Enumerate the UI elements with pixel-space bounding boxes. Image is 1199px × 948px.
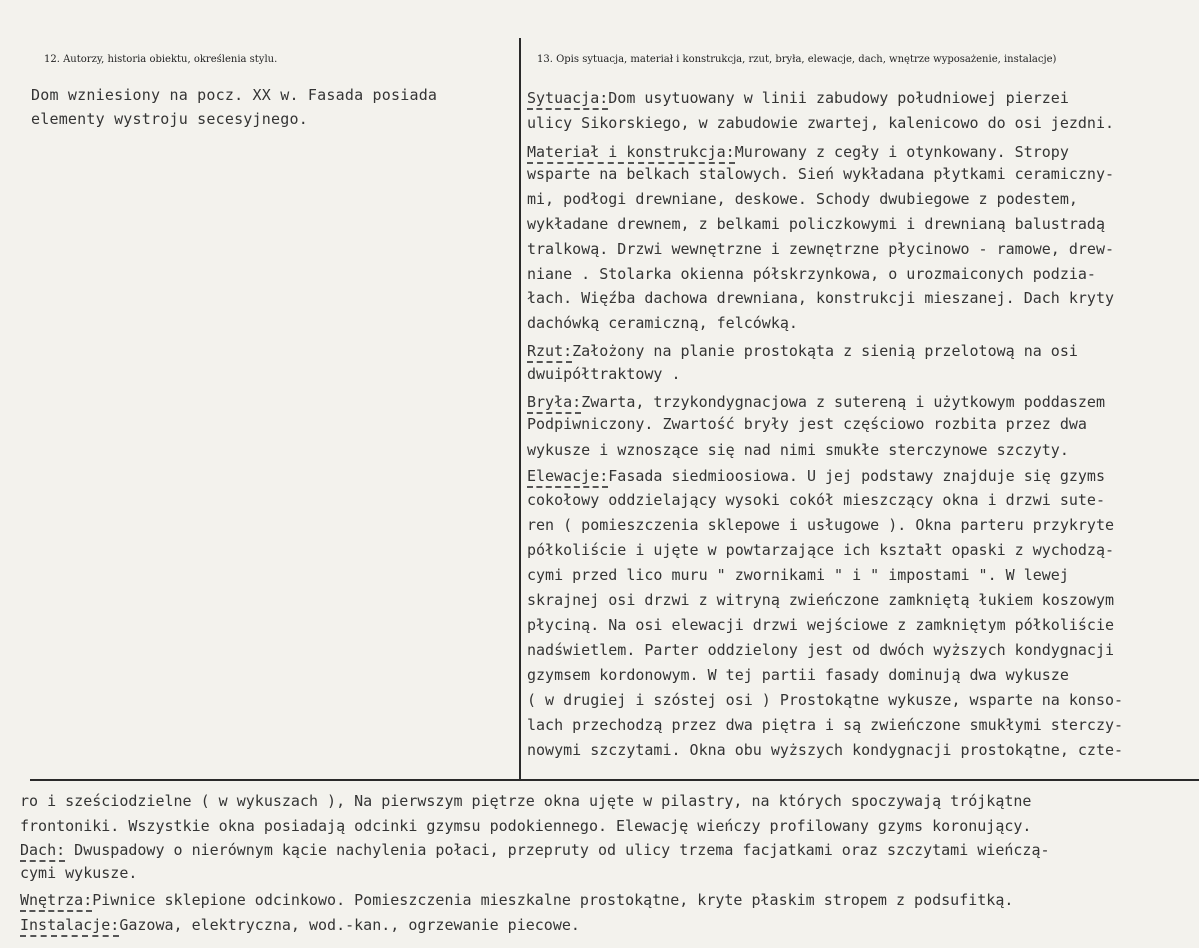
label-elewacje: Elewacje: (527, 467, 608, 488)
text-line: wykładane drewnem, z belkami policzkowymi i drewnianą balustradą (527, 215, 1105, 233)
text-line: frontoniki. Wszystkie okna posiadają odcinki gzymsu podokiennego. Elewację wieńczy profilowany gzyms koronujący. (20, 817, 1032, 835)
text-line: Instalacje:Gazowa, elektryczna, wod.-kan., ogrzewanie piecowe. (20, 916, 580, 934)
text-line: cokołowy oddzielający wysoki cokół mieszczący okna i drzwi sute- (527, 491, 1105, 509)
text-line: dachówką ceramiczną, felcówką. (527, 314, 798, 332)
text-line: Rzut:Założony na planie prostokąta z sienią przelotową na osi (527, 342, 1078, 360)
text-line: skrajnej osi drzwi z witryną zwieńczone zamkniętą łukiem koszowym (527, 591, 1114, 609)
label-material: Materiał i konstrukcja: (527, 143, 735, 164)
text-line: Materiał i konstrukcja:Murowany z cegły i otynkowany. Stropy (527, 143, 1069, 161)
text-line: cymi przed lico muru " zwornikami " i " impostami ". W lewej (527, 566, 1069, 584)
text-line: lach przechodzą przez dwa piętra i są zwieńczone smukłymi sterczy- (527, 716, 1124, 734)
label-bryla: Bryła: (527, 393, 581, 414)
text-line: nadświetlem. Parter oddzielony jest od dwóch wyższych kondygnacji (527, 641, 1114, 659)
text-line: Wnętrza:Piwnice sklepione odcinkowo. Pomieszczenia mieszkalne prostokątne, kryte płaskim stropem z podsufitką. (20, 891, 1013, 909)
column-divider (519, 38, 521, 780)
text-line: mi, podłogi drewniane, deskowe. Schody dwubiegowe z podestem, (527, 190, 1078, 208)
text-line: niane . Stolarka okienna półskrzynkowa, o urozmaiconych podzia- (527, 265, 1096, 283)
left-text-line: elementy wystroju secesyjnego. (31, 110, 308, 128)
text-line: ro i sześciodzielne ( w wykuszach ), Na pierwszym piętrze okna ujęte w pilastry, na których spoczywają trójkątne (20, 792, 1032, 810)
text-line: dwuipółtraktowy . (527, 365, 681, 383)
section-13-heading: 13. Opis sytuacja, materiał i konstrukcja, rzut, bryła, elewacje, dach, wnętrze wyposażenie, instalacje) (537, 54, 1057, 65)
label-sytuacja: Sytuacja: (527, 89, 608, 110)
text-line: Bryła:Zwarta, trzykondygnacjowa z sutereną i użytkowym poddaszem (527, 393, 1105, 411)
text-line: płyciną. Na osi elewacji drzwi wejściowe z zamkniętym półkoliście (527, 616, 1114, 634)
label-instalacje: Instalacje: (20, 916, 119, 937)
text-line: ulicy Sikorskiego, w zabudowie zwartej, kalenicowo do osi jezdni. (527, 114, 1114, 132)
text-line: gzymsem kordonowym. W tej partii fasady dominują dwa wykusze (527, 666, 1069, 684)
text-line: cymi wykusze. (20, 864, 138, 882)
text-line: tralkową. Drzwi wewnętrzne i zewnętrzne płycinowo - ramowe, drew- (527, 240, 1114, 258)
section-12-heading: 12. Autorzy, historia obiektu, określenia stylu. (44, 54, 278, 65)
label-dach: Dach: (20, 841, 65, 862)
text-line: półkoliście i ujęte w powtarzające ich kształt opaski z wychodzą- (527, 541, 1114, 559)
text-line: nowymi szczytami. Okna obu wyższych kondygnacji prostokątne, czte- (527, 741, 1124, 759)
text-line: Elewacje:Fasada siedmioosiowa. U jej podstawy znajduje się gzyms (527, 467, 1105, 485)
text-line: Sytuacja:Dom usytuowany w linii zabudowy południowej pierzei (527, 89, 1069, 107)
text-line: Dach: Dwuspadowy o nierównym kącie nachylenia połaci, przepruty od ulicy trzema facjatkami oraz szczytami wieńczą- (20, 841, 1050, 859)
left-text-line: Dom wzniesiony na pocz. XX w. Fasada posiada (31, 86, 438, 104)
text-line: wykusze i wznoszące się nad nimi smukłe sterczynowe szczyty. (527, 441, 1069, 459)
text-line: Podpiwniczony. Zwartość bryły jest częściowo rozbita przez dwa (527, 415, 1087, 433)
label-wnetrza: Wnętrza: (20, 891, 92, 912)
section-divider (30, 779, 1199, 781)
text-line: wsparte na belkach stalowych. Sień wykładana płytkami ceramiczny- (527, 165, 1114, 183)
label-rzut: Rzut: (527, 342, 572, 363)
text-line: łach. Więźba dachowa drewniana, konstrukcji mieszanej. Dach kryty (527, 289, 1114, 307)
text-line: ren ( pomieszczenia sklepowe i usługowe ). Okna parteru przykryte (527, 516, 1114, 534)
text-line: ( w drugiej i szóstej osi ) Prostokątne wykusze, wsparte na konso- (527, 691, 1124, 709)
